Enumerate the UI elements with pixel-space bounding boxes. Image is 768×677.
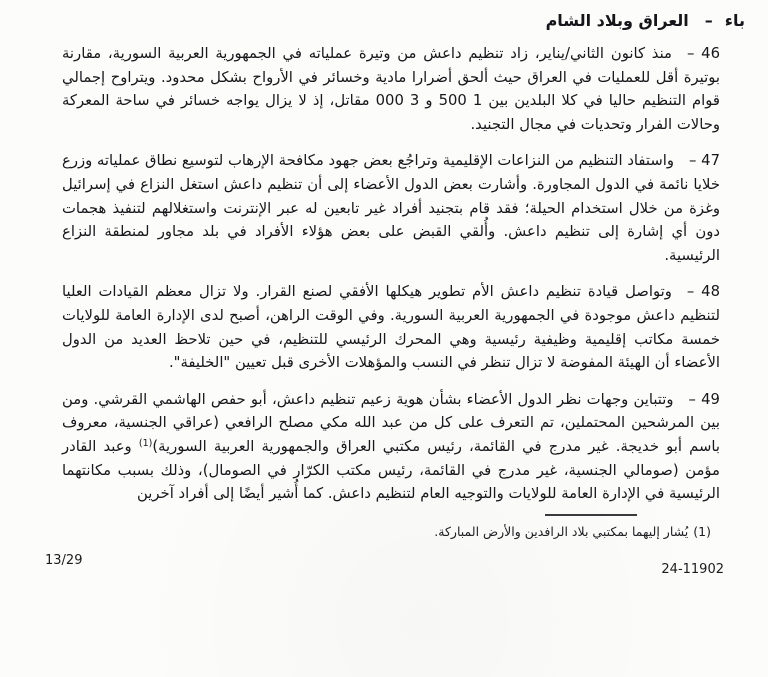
section-title: العراق وبلاد الشام xyxy=(545,11,689,30)
footnote-reference: (1) xyxy=(138,437,153,449)
document-symbol: 24-11902 xyxy=(661,562,724,577)
footnote xyxy=(434,523,711,540)
paragraph-48-text: وتواصل قيادة تنظيم داعش الأم تطوير هيكلها الأفقي لصنع القرار. ولا تزال معظم القيادات العليا لتنظيم داعش موجودة في الجمهورية العربية السورية. وفي الوقت الراهن، أصبح لدى الإدارة العامة للولايات خمسة مكاتب إقليمية وظيفية رئيسية وهي المحرك الرئيسي للتنظيم، في حين تلاحظ العديد من الدول الأعضاء أن الهيئة المفوضة لا تزال تنظر في النسب والمؤهلات الأخرى قبل تعيين "الخليفة". xyxy=(62,283,720,372)
footnote-separator xyxy=(545,514,637,516)
section-dash: – xyxy=(704,11,713,30)
paragraph-indent xyxy=(672,295,687,296)
paragraph-47-text: واستفاد التنظيم من النزاعات الإقليمية وتراجُع بعض جهود مكافحة الإرهاب لتوسيع نطاق عملياته وزرع خلايا نائمة في الدول المجاورة. وأشارت بعض الدول الأعضاء إلى أن تنظيم داعش استغل النزاع في إسرائيل وغزة من خلال استخدام الحيلة؛ فقد قام بتجنيد أفراد غير تابعين له عبر الإنترنت واستغلالهم لتنفيذ هجمات دون أي إشارة إلى تنظيم داعش. وأُلقي القبض على بعض هؤلاء الأفراد في بلد مجاور لمنطقة النزاع الرئيسية. xyxy=(62,152,720,264)
section-heading xyxy=(546,11,745,30)
footnote-text: يُشار إليهما بمكتبي بلاد الرافدين والأرض المباركة. xyxy=(434,524,689,539)
paragraph-49-text-continued: وعبد القادر مؤمن (صومالي الجنسية، غير مدرج في القائمة، رئيس مكتب الكرّار في الصومال)، وذلك بسبب مكانتهما الرئيسية في الإدارة العامة للولايات والتوجيه العام لتنظيم داعش. كما أُشير أيضًا إلى أفراد آخرين xyxy=(62,437,720,503)
paragraph-47-number: 47 – xyxy=(689,152,720,170)
paragraph-47 xyxy=(62,149,720,267)
footnote-marker: (1) xyxy=(693,524,711,539)
paragraph-49 xyxy=(62,388,720,506)
document-body xyxy=(62,42,720,506)
paragraph-48-number: 48 – xyxy=(686,283,721,301)
page-number: 13/29 xyxy=(45,553,83,568)
paragraph-49-number: 49 – xyxy=(688,390,720,408)
paragraph-indent xyxy=(674,164,689,165)
paragraph-48 xyxy=(62,280,720,374)
paragraph-indent xyxy=(672,57,687,58)
paragraph-46-text: منذ كانون الثاني/يناير، زاد تنظيم داعش من وتيرة عملياته في الجمهورية العربية السورية، مقارنة بوتيرة أقل للعمليات في العراق حيث ألحق أضرارا مادية وخسائر في الأرواح بشكل محدود. ويتراوح إجمالي قوام التنظيم حاليا في كلا البلدين بين 1 500 و 3 000 مقاتل، إذ لا يزال يواجه خسائر في ساحة المعركة وحالات الفرار وتحديات في مجال التجنيد. xyxy=(62,45,720,133)
paragraph-46-number: 46 – xyxy=(686,45,720,62)
paragraph-indent xyxy=(674,403,689,404)
paragraph-49-text: وتتباين وجهات نظر الدول الأعضاء بشأن هوية زعيم تنظيم داعش، أبو حفص الهاشمي القرشي. ومن بين المرشحين المحتملين، تم التعرف على كل من عبد الله مكي مصلح الرافعي (عراقي الجنسية، معروف باسم أبو خديجة. غير مدرج في القائمة، رئيس مكتبي العراق والجمهورية العربية السورية) xyxy=(62,390,720,455)
section-letter: باء xyxy=(724,11,745,30)
paragraph-46 xyxy=(62,42,720,136)
